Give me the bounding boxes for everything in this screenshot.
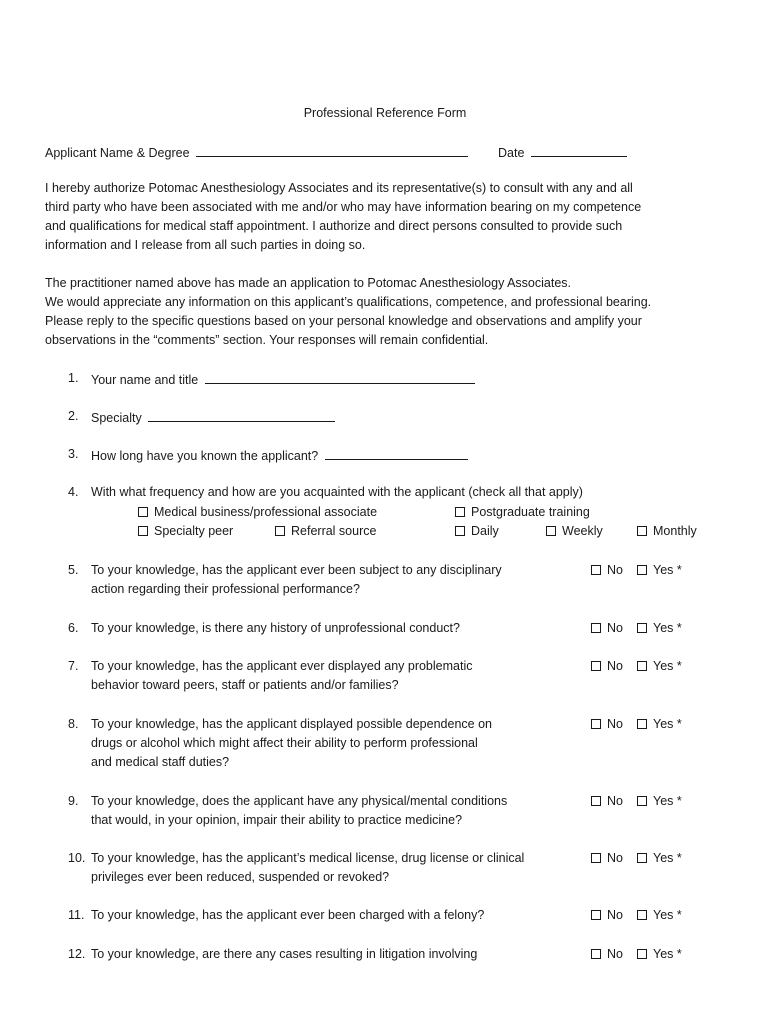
question-number: 2. [68, 409, 79, 423]
question-line: To your knowledge, are there any cases resulting in litigation involving [91, 947, 478, 961]
answer-no[interactable] [591, 561, 623, 580]
question-line: To your knowledge, does the applicant have any physical/mental conditions [91, 794, 508, 808]
answer-yes[interactable] [637, 715, 682, 734]
answer-label: Yes * [653, 621, 682, 635]
answer-yes[interactable] [637, 561, 682, 580]
question-number: 4. [68, 485, 79, 499]
name-title-field[interactable] [205, 369, 475, 384]
question-2 [91, 407, 335, 428]
checkbox[interactable] [591, 719, 601, 729]
checkbox[interactable] [591, 796, 601, 806]
question-6-text [91, 619, 460, 638]
option-daily[interactable] [455, 522, 499, 541]
question-line: action regarding their professional performance? [91, 582, 360, 596]
answer-label: No [607, 659, 623, 673]
question-line: and medical staff duties? [91, 755, 230, 769]
applicant-name-row [45, 142, 468, 163]
intro-line: observations in the “comments” section. Your responses will remain confidential. [45, 333, 489, 347]
question-number: 10. [68, 851, 86, 865]
question-line: To your knowledge, has the applicant ever been charged with a felony? [91, 908, 485, 922]
option-monthly[interactable] [637, 522, 697, 541]
answer-no[interactable] [591, 945, 623, 964]
question-3-text: How long have you known the applicant? [91, 449, 319, 463]
checkbox[interactable] [591, 565, 601, 575]
option-postgraduate[interactable] [455, 503, 590, 522]
page-title: Professional Reference Form [303, 106, 467, 120]
option-medical-business[interactable] [138, 503, 377, 522]
question-4-text: With what frequency and how are you acquainted with the applicant (check all that apply) [91, 485, 583, 499]
option-label: Referral source [291, 524, 377, 538]
checkbox[interactable] [455, 526, 465, 536]
question-number: 7. [68, 659, 79, 673]
answer-yes[interactable] [637, 619, 682, 638]
question-10-text [91, 849, 524, 887]
answer-label: No [607, 621, 623, 635]
answer-label: Yes * [653, 563, 682, 577]
question-line: To your knowledge, has the applicant ever been subject to any disciplinary [91, 563, 502, 577]
applicant-name-label: Applicant Name & Degree [45, 146, 190, 160]
answer-label: Yes * [653, 947, 682, 961]
question-12-text [91, 945, 477, 964]
question-number: 11. [68, 908, 85, 922]
authorization-line: I hereby authorize Potomac Anesthesiology Associates and its representative(s) to consult with any and all [45, 181, 633, 195]
question-1-text: Your name and title [91, 373, 199, 387]
checkbox[interactable] [637, 623, 647, 633]
checkbox[interactable] [637, 719, 647, 729]
intro-paragraph [45, 274, 735, 350]
question-2-text: Specialty [91, 411, 142, 425]
question-number: 9. [68, 794, 79, 808]
question-line: To your knowledge, is there any history of unprofessional conduct? [91, 621, 460, 635]
option-label: Monthly [653, 524, 697, 538]
answer-yes[interactable] [637, 657, 682, 676]
checkbox[interactable] [637, 910, 647, 920]
checkbox[interactable] [637, 949, 647, 959]
answer-label: Yes * [653, 851, 682, 865]
checkbox[interactable] [591, 949, 601, 959]
question-number: 3. [68, 447, 79, 461]
authorization-line: information and I release from all such parties in doing so. [45, 238, 366, 252]
intro-line: We would appreciate any information on this applicant’s qualifications, competence, and professional bearing. [45, 295, 652, 309]
known-duration-field[interactable] [325, 445, 468, 460]
option-weekly[interactable] [546, 522, 603, 541]
question-5-text [91, 561, 502, 599]
answer-yes[interactable] [637, 945, 682, 964]
answer-label: No [607, 563, 623, 577]
answer-yes[interactable] [637, 906, 682, 925]
answer-label: No [607, 794, 623, 808]
checkbox[interactable] [546, 526, 556, 536]
checkbox[interactable] [637, 526, 647, 536]
question-9-text [91, 792, 507, 830]
specialty-field[interactable] [148, 407, 335, 422]
checkbox[interactable] [138, 507, 148, 517]
question-1 [91, 369, 475, 390]
answer-label: No [607, 717, 623, 731]
answer-label: Yes * [653, 717, 682, 731]
question-8-text [91, 715, 492, 772]
answer-no[interactable] [591, 849, 623, 868]
answer-label: No [607, 947, 623, 961]
answer-yes[interactable] [637, 849, 682, 868]
question-number: 6. [68, 621, 79, 635]
checkbox[interactable] [591, 623, 601, 633]
checkbox[interactable] [275, 526, 285, 536]
authorization-paragraph [45, 179, 735, 255]
checkbox[interactable] [637, 565, 647, 575]
question-number: 5. [68, 563, 79, 577]
intro-line: The practitioner named above has made an application to Potomac Anesthesiology Associates. [45, 276, 572, 290]
intro-line: Please reply to the specific questions based on your personal knowledge and observations and amplify your [45, 314, 642, 328]
question-line: privileges ever been reduced, suspended or revoked? [91, 870, 390, 884]
question-line: behavior toward peers, staff or patients and/or families? [91, 678, 399, 692]
option-specialty-peer[interactable] [138, 522, 233, 541]
answer-label: No [607, 908, 623, 922]
question-11-text [91, 906, 484, 925]
question-number: 1. [68, 371, 79, 385]
date-field[interactable] [531, 142, 627, 157]
question-line: To your knowledge, has the applicant ever displayed any problematic [91, 659, 473, 673]
checkbox[interactable] [138, 526, 148, 536]
question-3 [91, 445, 468, 466]
answer-label: Yes * [653, 659, 682, 673]
answer-no[interactable] [591, 657, 623, 676]
option-label: Postgraduate training [471, 505, 590, 519]
answer-label: Yes * [653, 794, 682, 808]
checkbox[interactable] [637, 853, 647, 863]
option-referral-source[interactable] [275, 522, 376, 541]
date-row [498, 142, 627, 163]
question-line: To your knowledge, has the applicant displayed possible dependence on [91, 717, 492, 731]
question-number: 8. [68, 717, 79, 731]
question-line: To your knowledge, has the applicant’s medical license, drug license or clinical [91, 851, 525, 865]
answer-yes[interactable] [637, 792, 682, 811]
answer-label: Yes * [653, 908, 682, 922]
question-7-text [91, 657, 472, 695]
question-line: that would, in your opinion, impair their ability to practice medicine? [91, 813, 463, 827]
option-label: Specialty peer [154, 524, 234, 538]
option-label: Daily [471, 524, 499, 538]
checkbox[interactable] [637, 796, 647, 806]
checkbox[interactable] [591, 910, 601, 920]
date-label: Date [498, 146, 525, 160]
authorization-line: and qualifications for medical staff appointment. I authorize and direct persons consulted to provide such [45, 219, 623, 233]
checkbox[interactable] [591, 853, 601, 863]
checkbox[interactable] [455, 507, 465, 517]
authorization-line: third party who have been associated with me and/or who may have information bearing on my competence [45, 200, 642, 214]
answer-no[interactable] [591, 906, 623, 925]
answer-label: No [607, 851, 623, 865]
option-label: Medical business/professional associate [154, 505, 378, 519]
answer-no[interactable] [591, 619, 623, 638]
question-line: drugs or alcohol which might affect their ability to perform professional [91, 736, 478, 750]
checkbox[interactable] [591, 661, 601, 671]
answer-no[interactable] [591, 792, 623, 811]
checkbox[interactable] [637, 661, 647, 671]
applicant-name-field[interactable] [196, 142, 468, 157]
answer-no[interactable] [591, 715, 623, 734]
question-number: 12. [68, 947, 86, 961]
option-label: Weekly [562, 524, 603, 538]
